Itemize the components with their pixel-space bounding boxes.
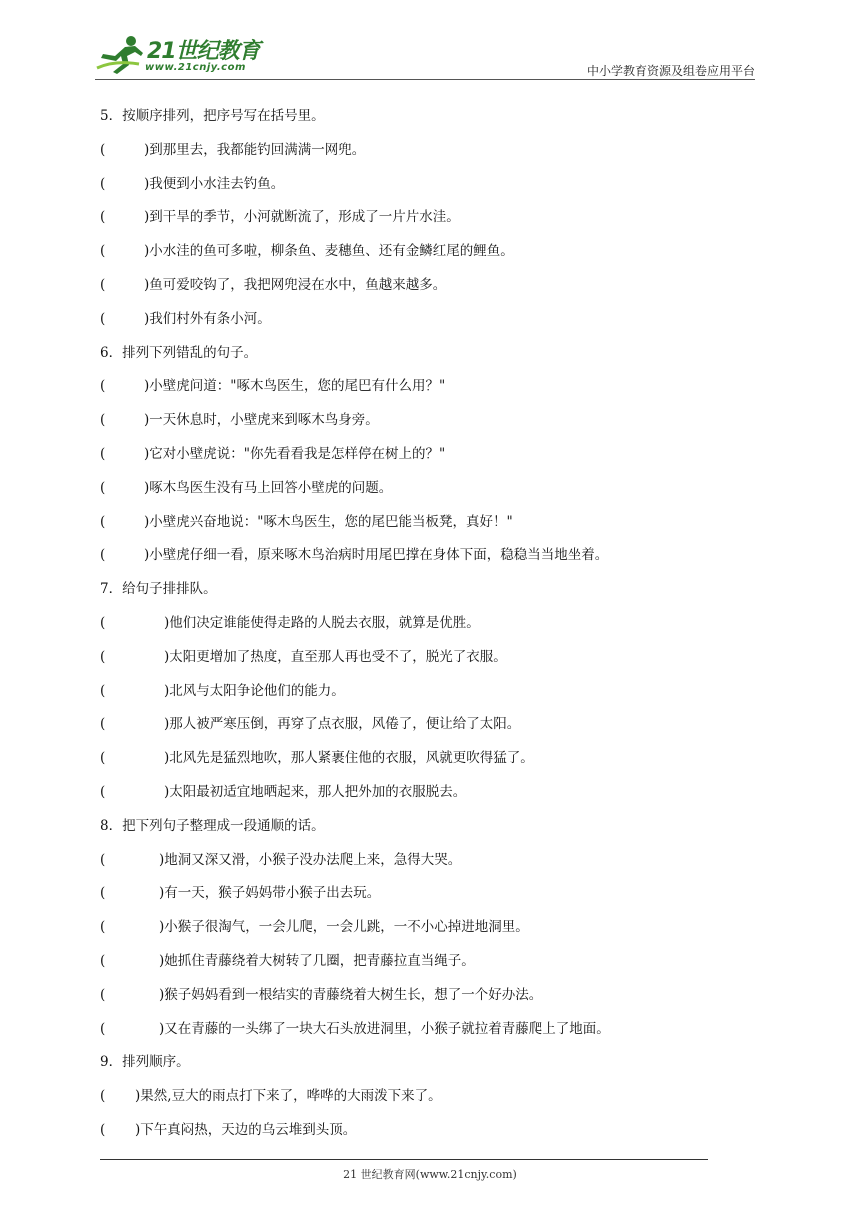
answer-blank[interactable]: ( [100, 919, 106, 936]
answer-blank[interactable]: ( [100, 1088, 106, 1105]
header-divider [95, 79, 755, 80]
answer-blank[interactable]: ( [100, 141, 106, 158]
answer-blank[interactable]: ( [100, 1020, 106, 1037]
answer-blank[interactable]: ( [100, 783, 106, 800]
answer-blank[interactable]: ( [100, 310, 106, 327]
list-item: ( )小水洼的鱼可多啦，柳条鱼、麦穗鱼、还有金鳞红尾的鲤鱼。 [100, 243, 514, 260]
logo-url: www.21cnjy.com [145, 62, 246, 73]
page-footer: 21 世纪教育网(www.21cnjy.com) [343, 1168, 517, 1181]
list-item: ( )我们村外有条小河。 [100, 310, 271, 327]
list-item: ( )那人被严寒压倒，再穿了点衣服，风倦了，便让给了太阳。 [100, 716, 521, 733]
answer-blank[interactable]: ( [100, 445, 106, 462]
question-title-8: 8．把下列句子整理成一段通顺的话。 [100, 817, 325, 834]
answer-blank[interactable]: ( [100, 1121, 106, 1138]
answer-blank[interactable]: ( [100, 243, 106, 260]
footer-divider [100, 1159, 708, 1160]
question-title-6: 6．排列下列错乱的句子。 [100, 344, 258, 361]
answer-blank[interactable]: ( [100, 952, 106, 969]
list-item: ( )一天休息时，小壁虎来到啄木鸟身旁。 [100, 412, 379, 429]
list-item: ( )有一天，猴子妈妈带小猴子出去玩。 [100, 885, 381, 902]
list-item: ( )我便到小水洼去钓鱼。 [100, 175, 285, 192]
answer-blank[interactable]: ( [100, 276, 106, 293]
question-title-9: 9．排列顺序。 [100, 1054, 190, 1071]
answer-blank[interactable]: ( [100, 851, 106, 868]
answer-blank[interactable]: ( [100, 885, 106, 902]
platform-name: 中小学教育资源及组卷应用平台 [586, 64, 755, 78]
list-item: ( )啄木鸟医生没有马上回答小壁虎的问题。 [100, 479, 393, 496]
runner-logo-icon [95, 34, 147, 74]
answer-blank[interactable]: ( [100, 716, 106, 733]
site-logo [95, 30, 265, 76]
list-item: ( )它对小壁虎说："你先看看我是怎样停在树上的？" [100, 445, 446, 462]
answer-blank[interactable]: ( [100, 209, 106, 226]
list-item: ( )地洞又深又滑，小猴子没办法爬上来，急得大哭。 [100, 851, 462, 868]
list-item: ( )小猴子很淘气，一会儿爬，一会儿跳，一不小心掉进地洞里。 [100, 919, 529, 936]
list-item: ( )果然,豆大的雨点打下来了，哗哗的大雨泼下来了。 [100, 1088, 442, 1105]
worksheet-content [100, 106, 720, 1154]
list-item: ( )太阳更增加了热度，直至那人再也受不了，脱光了衣服。 [100, 648, 507, 665]
list-item: ( )北风与太阳争论他们的能力。 [100, 682, 345, 699]
list-item: ( )小壁虎仔细一看，原来啄木鸟治病时用尾巴撑在身体下面，稳稳当当地坐着。 [100, 547, 609, 564]
answer-blank[interactable]: ( [100, 648, 106, 665]
list-item: ( )到那里去，我都能钓回满满一网兜。 [100, 141, 366, 158]
logo-text: 21世纪教育 [147, 39, 260, 64]
answer-blank[interactable]: ( [100, 479, 106, 496]
list-item: ( )太阳最初适宜地晒起来，那人把外加的衣服脱去。 [100, 783, 467, 800]
answer-blank[interactable]: ( [100, 750, 106, 767]
list-item: ( )她抓住青藤绕着大树转了几圈，把青藤拉直当绳子。 [100, 952, 475, 969]
list-item: ( )猴子妈妈看到一根结实的青藤绕着大树生长，想了一个好办法。 [100, 986, 543, 1003]
question-title-5: 5．按顺序排列，把序号写在括号里。 [100, 108, 325, 124]
list-item: ( )到干旱的季节，小河就断流了，形成了一片片水洼。 [100, 209, 460, 226]
page-header [95, 30, 755, 80]
question-title-7: 7．给句子排排队。 [100, 581, 217, 598]
list-item: ( )北风先是猛烈地吹，那人紧裹住他的衣服，风就更吹得猛了。 [100, 750, 534, 767]
list-item: ( )他们决定谁能使得走路的人脱去衣服，就算是优胜。 [100, 614, 480, 631]
answer-blank[interactable]: ( [100, 513, 106, 530]
answer-blank[interactable]: ( [100, 175, 106, 192]
list-item: ( )小壁虎问道："啄木鸟医生，您的尾巴有什么用？" [100, 378, 446, 395]
list-item: ( )下午真闷热，天边的乌云堆到头顶。 [100, 1121, 357, 1138]
answer-blank[interactable]: ( [100, 614, 106, 631]
list-item: ( )鱼可爱咬钩了，我把网兜浸在水中，鱼越来越多。 [100, 276, 447, 293]
answer-blank[interactable]: ( [100, 378, 106, 395]
list-item: ( )小壁虎兴奋地说："啄木鸟医生，您的尾巴能当板凳，真好！" [100, 513, 513, 530]
answer-blank[interactable]: ( [100, 986, 106, 1003]
answer-blank[interactable]: ( [100, 682, 106, 699]
list-item: ( )又在青藤的一头绑了一块大石头放进洞里，小猴子就拉着青藤爬上了地面。 [100, 1020, 610, 1037]
answer-blank[interactable]: ( [100, 412, 106, 429]
answer-blank[interactable]: ( [100, 547, 106, 564]
